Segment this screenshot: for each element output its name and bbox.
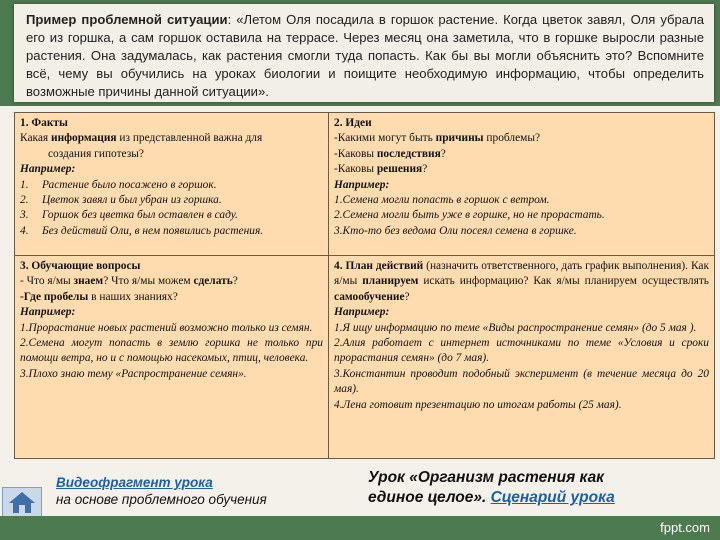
plan-item: 2.Алия работает с интернет источниками по теме «Условия и сроки прорастания семян» (до 7 мая). xyxy=(334,337,709,365)
facts-item: 1. Растение было посажено в горшок. xyxy=(20,178,217,191)
lesson-title-line2: единое целое». Сценарий урока xyxy=(368,489,615,506)
questions-item: 2.Семена могут попасть в землю горшка не только при помощи ветра, но и с помощью насекомых, птиц, человека. xyxy=(20,337,323,365)
questions-item: 3.Плохо знаю тему «Распространение семян». xyxy=(20,367,247,380)
scenario-link[interactable]: Сценарий урока xyxy=(490,489,615,506)
facts-example-label: Например: xyxy=(20,163,76,176)
problem-table xyxy=(14,112,715,459)
footer-band xyxy=(0,516,720,540)
lesson-title xyxy=(368,468,615,508)
plan-item: 3.Константин проводит подобный эксперимент (в течение месяца до 20 мая). xyxy=(334,367,709,396)
video-link[interactable]: Видеофрагмент урока xyxy=(56,475,213,490)
facts-question: Какая информация из представленной важна для xyxy=(20,132,263,145)
home-icon[interactable] xyxy=(2,487,42,517)
video-subtitle: на основе проблемного обучения xyxy=(56,492,267,507)
cell-ideas xyxy=(329,113,715,256)
questions-line: - Что я/мы знаем? Что я/мы можем сделать? xyxy=(20,275,238,288)
facts-item: 3. Горшок без цветка был оставлен в саду. xyxy=(20,209,238,222)
questions-title: 3. Обучающие вопросы xyxy=(20,260,141,272)
video-block xyxy=(56,474,267,508)
cell-facts xyxy=(15,113,329,256)
plan-example-label: Например: xyxy=(334,306,390,319)
intro-label: Пример проблемной ситуации xyxy=(26,12,228,27)
ideas-example-label: Например: xyxy=(334,178,390,191)
plan-intro: 4. План действий (назначить ответственного, дать график выполнения). Как я/мы планируем искать информацию? Как я/мы планируем осуществлять самообучение? xyxy=(334,260,709,303)
intro-text: : «Летом Оля посадила в горшок растение. Когда цветок завял, Оля убрала его из горшка, а сам горшок оставила на террасе. Через месяц она заметила, что в горшке выросли разные растения. Она задумалась, как растения смогли туда попасть. Как бы вы могли объяснить это? Вспомните всё, чему вы обучились на уроках биологии и поищите необходимую информацию, чтобы определить возможные причины данной ситуации». xyxy=(26,12,705,99)
lesson-title-line1: Урок «Организм растения как xyxy=(368,469,605,486)
questions-line: -Где пробелы в наших знаниях? xyxy=(20,290,178,303)
questions-item: 1.Прорастание новых растений возможно только из семян. xyxy=(20,321,313,334)
brand-label: fppt.com xyxy=(660,520,710,535)
ideas-title: 2. Идеи xyxy=(334,117,372,129)
questions-example-label: Например: xyxy=(20,306,76,319)
ideas-line: -Каковы последствия? xyxy=(334,147,446,160)
cell-plan xyxy=(329,256,715,459)
ideas-line: -Какими могут быть причины проблемы? xyxy=(334,132,541,145)
ideas-line: -Каковы решения? xyxy=(334,163,428,176)
problem-situation-box xyxy=(14,4,714,102)
plan-item: 4.Лена готовит презентацию по итогам работы (25 мая). xyxy=(334,398,622,411)
ideas-item: 2.Семена могли быть уже в горшке, но не прорастать. xyxy=(334,209,605,222)
facts-item: 4. Без действий Оли, в нем появились растения. xyxy=(20,224,264,237)
facts-item: 2. Цветок завял и был убран из горшка. xyxy=(20,194,222,207)
plan-item: 1.Я ищу информацию по теме «Виды распространение семян» (до 5 мая ). xyxy=(334,321,697,334)
facts-title: 1. Факты xyxy=(20,117,68,129)
ideas-item: 3.Кто-то без ведома Оли посеял семена в горшке. xyxy=(334,224,577,237)
cell-questions xyxy=(15,256,329,459)
ideas-item: 1.Семена могли попасть в горшок с ветром. xyxy=(334,194,550,207)
facts-question-line2: создания гипотезы? xyxy=(48,147,144,160)
